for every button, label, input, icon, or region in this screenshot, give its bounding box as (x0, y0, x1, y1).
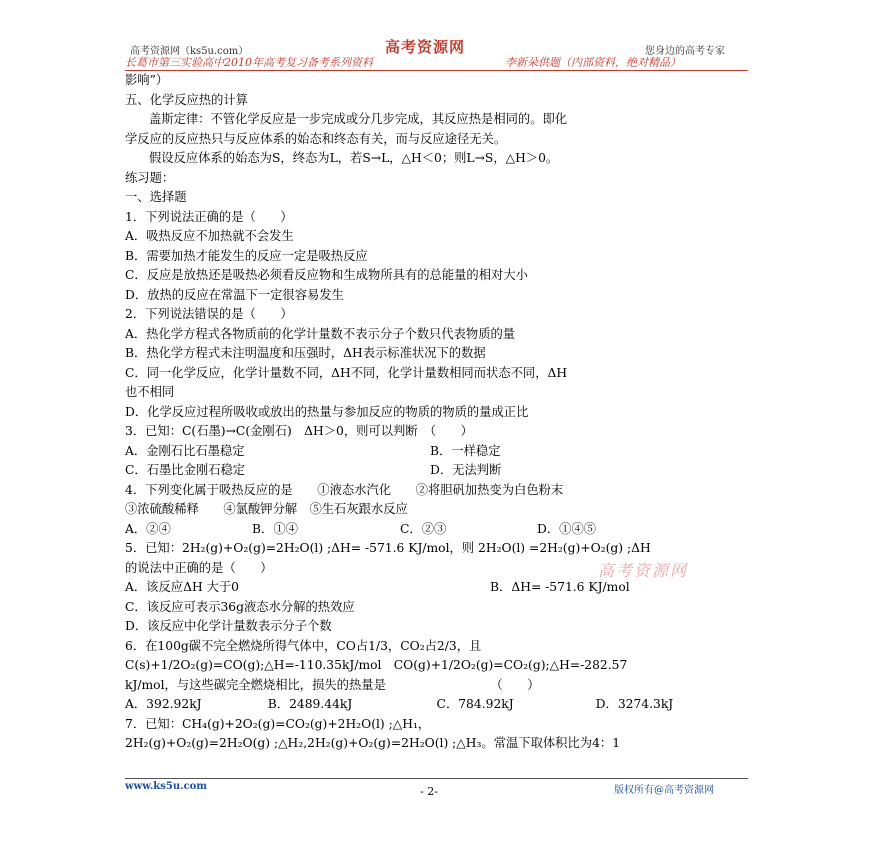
section-heading: 五、化学反应热的计算 (125, 92, 248, 107)
option-4d: D．①④⑤ (537, 521, 597, 536)
option-2b: B．热化学方程式未注明温度和压强时，ΔH表示标准状况下的数据 (125, 346, 486, 360)
option-1d: D．放热的反应在常温下一定很容易发生 (125, 287, 344, 302)
option-2d: D．化学反应过程所吸收或放出的热量与参加反应的物质的物质的量成正比 (125, 404, 529, 419)
question-6: 6．在100g碳不完全燃烧所得气体中，CO占1/3，CO₂占2/3，且 (125, 638, 482, 653)
option-1c: C．反应是放热还是吸热必须看反应物和生成物所具有的总能量的相对大小 (125, 268, 528, 282)
header-subline-right: 李新朵供题（内部资料，绝对精品） (505, 56, 681, 69)
option-2c-cont: 也不相同 (125, 385, 175, 399)
header-right: 您身边的高考专家 (645, 46, 725, 57)
header-subline-left: 长葛市第三实验高中2010年高考复习备考系列资料 (125, 56, 373, 69)
footer-copyright: 版权所有@高考资源网 (614, 785, 714, 796)
option-4b: B．①④ (252, 521, 298, 536)
exercise-heading: 练习题： (125, 170, 175, 185)
option-5c: C．该反应可表示36g液态水分解的热效应 (125, 599, 355, 614)
question-6-cont: kJ/mol，与这些碳完全燃烧相比，损失的热量是 （ ） (125, 677, 540, 692)
option-5a: A．该反应ΔH 大于0 (125, 580, 239, 594)
question-1: 1．下列说法正确的是（ ） (125, 209, 293, 224)
question-4-items: ③浓硫酸稀释 ④氯酸钾分解 ⑤生石灰跟水反应 (125, 502, 408, 516)
exercise-subheading: 一、选择题 (125, 190, 187, 204)
option-4c: C．②③ (400, 521, 447, 536)
options-6-row (125, 695, 750, 715)
option-3c: C．石墨比金刚石稳定 (125, 463, 246, 477)
option-3b: B．一样稳定 (430, 443, 501, 458)
paragraph-line: 盖斯定律：不管化学反应是一步完成或分几步完成，其反应热是相同的。即化 (149, 112, 568, 126)
question-5: 5．已知：2H₂(g)+O₂(g)=2H₂O(l) ;ΔH= -571.6 KJ/mol，则 2H₂O(l) =2H₂(g)+O₂(g) ;ΔH (125, 541, 651, 555)
question-2: 2．下列说法错误的是（ ） (125, 307, 293, 321)
option-3d: D．无法判断 (430, 463, 502, 477)
options-3-row2 (125, 461, 750, 481)
option-6c: C．784.92kJ (436, 697, 514, 711)
option-1a: A．吸热反应不加热就不会发生 (125, 229, 294, 243)
document-body (125, 71, 750, 754)
option-2c: C．同一化学反应，化学计量数不同，ΔH不同，化学计量数相同而状态不同，ΔH (125, 365, 568, 380)
option-6b: B．2489.44kJ (267, 697, 353, 711)
question-7: 7．已知：CH₄(g)+2O₂(g)=CO₂(g)+2H₂O(l) ;△H₁， (125, 716, 431, 731)
header-left: 高考资源网（ks5u.com） (130, 46, 249, 57)
option-6d: D．3274.3kJ (595, 697, 674, 711)
footer-divider (125, 778, 748, 779)
text-line: 影响”） (125, 73, 169, 87)
question-4: 4．下列变化属于吸热反应的是 ①液态水汽化 ②将胆矾加热变为白色粉末 (125, 482, 564, 497)
option-5d: D．该反应中化学计量数表示分子个数 (125, 619, 332, 633)
paragraph-line: 假设反应体系的始态为S，终态为L，若S→L，△H＜0；则L→S，△H＞0。 (149, 151, 559, 165)
option-6a: A．392.92kJ (125, 697, 202, 711)
question-7-cont: 2H₂(g)+O₂(g)=2H₂O(g) ;△H₂,2H₂(g)+O₂(g)=2H₂O(l) ;△H₃。常温下取体积比为4：1 (125, 736, 621, 750)
question-3: 3．已知：C(石墨)→C(金刚石) ΔH＞0，则可以判断 （ ） (125, 424, 473, 438)
options-4-row (125, 520, 750, 540)
page-number: - 2- (420, 785, 438, 798)
footer-link[interactable]: www.ks5u.com (125, 781, 207, 792)
question-5-cont: 的说法中正确的是（ ） (125, 560, 273, 575)
option-3a: A．金刚石比石墨稳定 (125, 443, 245, 458)
header-title: 高考资源网 (385, 38, 466, 56)
option-4a: A．②④ (125, 521, 171, 536)
option-5b: B．ΔH= -571.6 KJ/mol (490, 580, 630, 594)
watermark: 高考资源网 (598, 561, 689, 580)
question-6-eq: C(s)+1/2O₂(g)=CO(g);△H=-110.35kJ/mol CO(g)+1/2O₂(g)=CO₂(g);△H=-282.57 (125, 658, 628, 672)
option-2a: A．热化学方程式各物质前的化学计量数不表示分子个数只代表物质的量 (125, 326, 516, 341)
options-3-row1 (125, 442, 750, 462)
option-1b: B．需要加热才能发生的反应一定是吸热反应 (125, 248, 368, 263)
paragraph-line: 学反应的反应热只与反应体系的始态和终态有关，而与反应途径无关。 (125, 131, 507, 146)
